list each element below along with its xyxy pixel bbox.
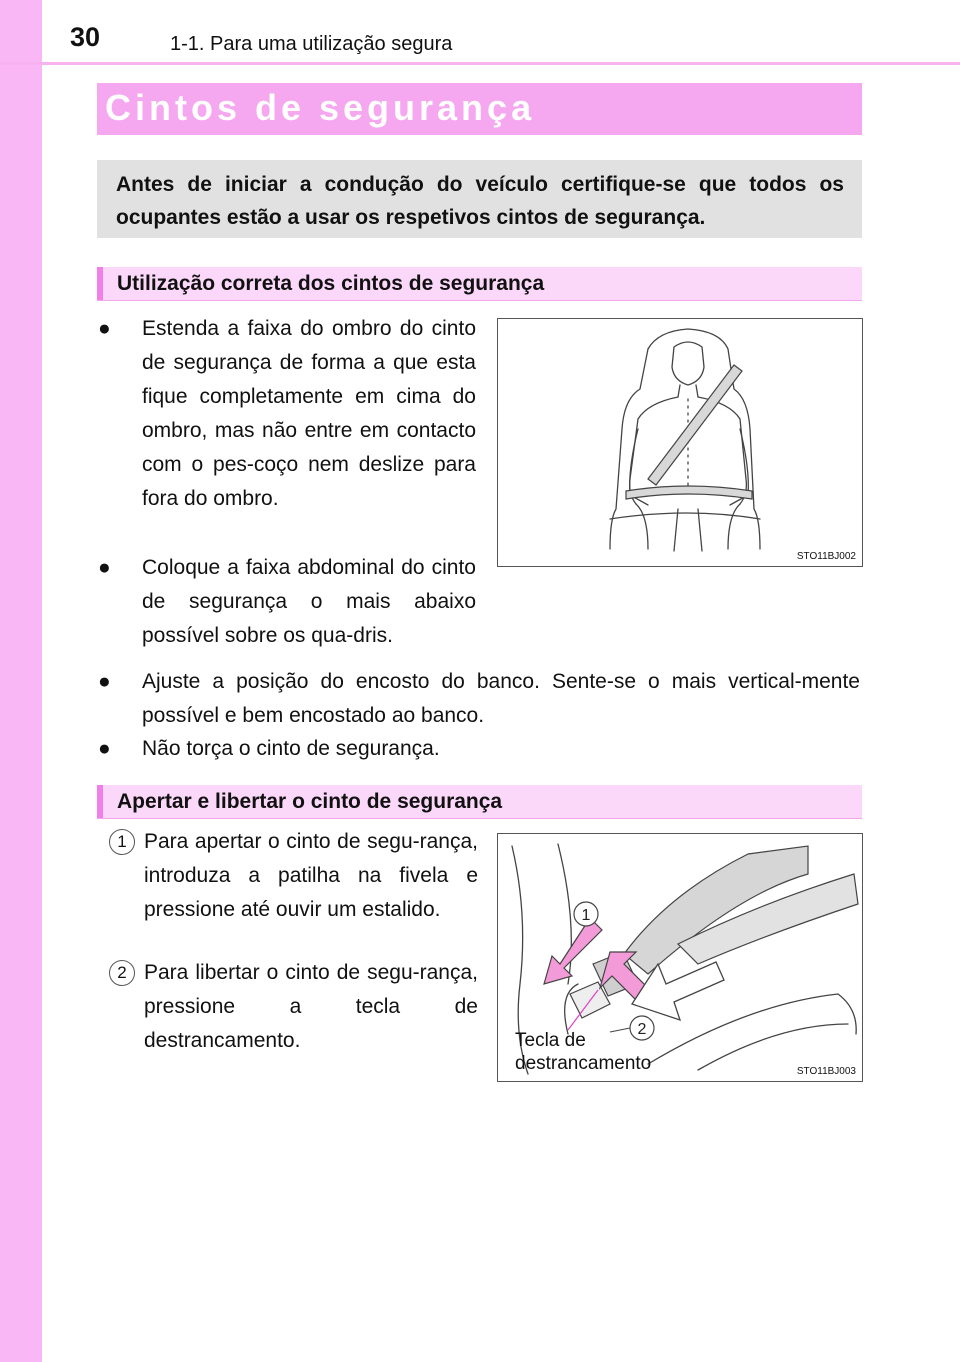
seatbelt-wearing-illustration [497,318,863,567]
list-item [98,732,862,766]
section-heading-label: Utilização correta dos cintos de segurança [117,272,545,295]
bullet-dot-icon: ● [98,556,111,579]
callout-1 [574,902,598,926]
bullet-text: Estenda a faixa do ombro do cinto de segurança de forma a que esta fique completamente em cima do ombro, mas não entre em contacto com o pes-coço nem deslize para fora do ombro. [142,317,476,510]
intro-text: Antes de iniciar a condução do veículo certifique-se que todos os ocupantes estão a usar os respetivos cintos de segurança. [116,173,844,229]
list-item [98,312,478,552]
section-reference: 1-1. Para uma utilização segura [170,33,453,55]
header-rule [0,62,960,65]
step-text: Para libertar o cinto de segu-rança, pressione a tecla de destrancamento. [144,961,478,1052]
step-number-badge: 1 [109,829,135,855]
section-heading-fasten-release [97,785,862,819]
step-number-badge: 2 [109,960,135,986]
page-title: Cintos de segurança [105,87,536,128]
figure-code: STO11BJ002 [796,551,856,562]
list-item [98,665,862,735]
heading-accent [97,785,103,818]
bullet-text: Coloque a faixa abdominal do cinto de segurança o mais abaixo possível sobre os qua-dris. [142,556,476,647]
section-heading-label: Apertar e libertar o cinto de segurança [117,790,503,813]
figure-code: STO11BJ003 [796,1066,856,1077]
buckle-illustration [497,833,863,1082]
bullet-dot-icon: ● [98,317,111,340]
step-text: Para apertar o cinto de segu-rança, introduza a patilha na fivela e pressione até ouvir um estalido. [144,830,478,921]
bullet-text: Não torça o cinto de segurança. [142,737,440,760]
side-tab-bar [0,0,42,1362]
bullet-text: Ajuste a posição do encosto do banco. Sente-se o mais vertical-mente possível e bem encostado ao banco. [142,670,860,727]
heading-accent [97,267,103,300]
callout-number: 1 [581,907,591,924]
figure-label-release-button: Tecla de destrancamento [515,1030,652,1074]
section-heading-correct-use [97,267,862,301]
bullet-dot-icon: ● [98,737,111,760]
page-number: 30 [70,22,101,52]
bullet-dot-icon: ● [98,670,111,693]
callout-number: 2 [637,1021,647,1038]
seated-occupant-drawing [498,319,862,566]
